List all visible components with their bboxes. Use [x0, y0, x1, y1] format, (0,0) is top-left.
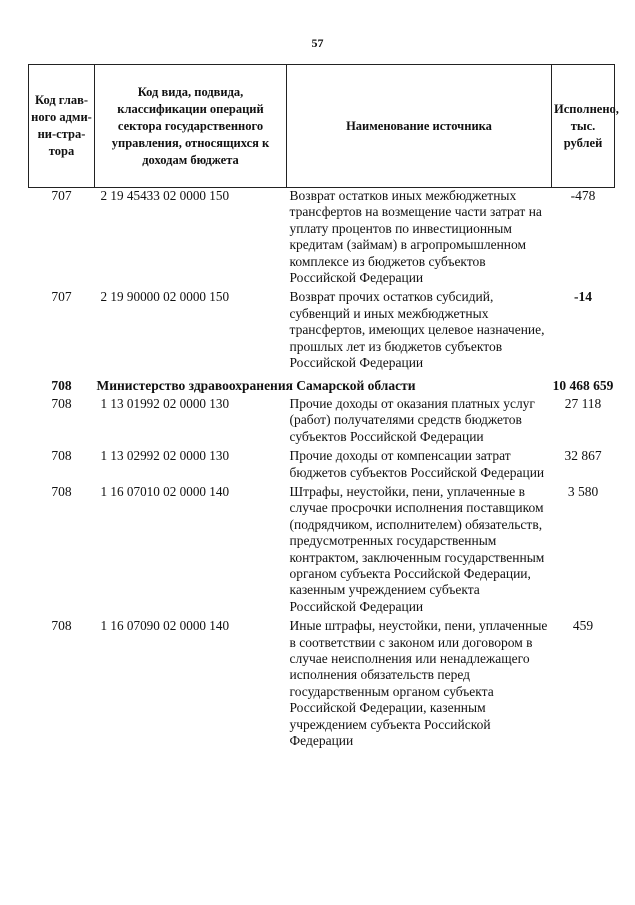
table-row	[29, 484, 615, 618]
type-code-cell: 2 19 90000 02 0000 150	[100, 289, 230, 305]
source-name-cell: Штрафы, неустойки, пени, уплаченные в случае просрочки исполнения поставщиком (подрядчиком, исполнителем) обязательств, предусмотренных государственным контрактом, заключенным государственным органом субъекта Российской Федерации, казенным учреждением субъекта Российской Федерации	[289, 483, 545, 614]
admin-code-cell: 708	[51, 395, 72, 411]
page-number: 57	[311, 36, 324, 50]
amount-cell: 27 118	[564, 395, 602, 411]
type-code-cell: 1 16 07090 02 0000 140	[100, 618, 230, 634]
section-admin-code: 708	[51, 378, 72, 394]
source-name-cell: Прочие доходы от компенсации затрат бюджетов субъектов Российской Федерации	[289, 448, 545, 480]
table-row	[29, 618, 615, 752]
source-name-cell: Возврат остатков иных межбюджетных трансфертов на возмещение части затрат на уплату процентов по инвестиционным кредитам (займам) в агропромышленном комплексе из бюджетов субъектов Российской Федерации	[289, 188, 542, 286]
type-code-cell: 1 13 01992 02 0000 130	[100, 395, 230, 411]
admin-code-cell: 708	[51, 483, 72, 499]
type-code-cell: 1 13 02992 02 0000 130	[100, 448, 230, 464]
header-executed: Исполнено, тыс. рублей	[552, 65, 615, 188]
table-row	[29, 289, 615, 374]
amount-cell: -478	[570, 188, 596, 203]
amount-cell: 32 867	[564, 448, 602, 464]
type-code-cell: 2 19 45433 02 0000 150	[100, 188, 230, 203]
revenue-table	[28, 64, 619, 752]
table-row	[29, 188, 615, 290]
header-admin-code: Код глав-ного адми-ни-стра-тора	[29, 65, 95, 188]
type-code-cell: 1 16 07010 02 0000 140	[100, 483, 230, 499]
source-name-cell: Прочие доходы от оказания платных услуг (работ) получателями средств бюджетов субъектов Российской Федерации	[289, 395, 535, 444]
admin-code-cell: 708	[51, 448, 72, 464]
table-header-row	[29, 65, 615, 188]
header-source-name: Наименование источника	[287, 65, 552, 188]
header-type-code: Код вида, подвида, классификации операций сектора государственного управления, относящихся к доходам бюджета	[95, 65, 287, 188]
admin-code-cell: 707	[51, 289, 72, 305]
amount-cell: 3 580	[567, 483, 599, 499]
section-ministry-name: Министерство здравоохранения Самарской области	[96, 378, 416, 394]
source-name-cell: Иные штрафы, неустойки, пени, уплаченные в соответствии с законом или договором в случае неисполнения или ненадлежащего исполнения обязательств перед государственным органом субъекта Российской Федерации, казенным учреждением субъекта Российской Федерации	[289, 618, 548, 748]
table-row	[29, 448, 615, 484]
admin-code-cell: 707	[51, 188, 72, 203]
section-row	[29, 374, 615, 395]
amount-cell: 459	[572, 618, 594, 634]
revenue-table-container	[28, 64, 619, 752]
section-amount: 10 468 659	[552, 378, 614, 394]
amount-cell: -14	[574, 289, 592, 305]
source-name-cell: Возврат прочих остатков субсидий, субвенций и иных межбюджетных трансфертов, имеющих целевое назначение, прошлых лет из бюджетов субъектов Российской Федерации	[289, 289, 545, 371]
admin-code-cell: 708	[51, 618, 72, 634]
table-row	[29, 396, 615, 448]
